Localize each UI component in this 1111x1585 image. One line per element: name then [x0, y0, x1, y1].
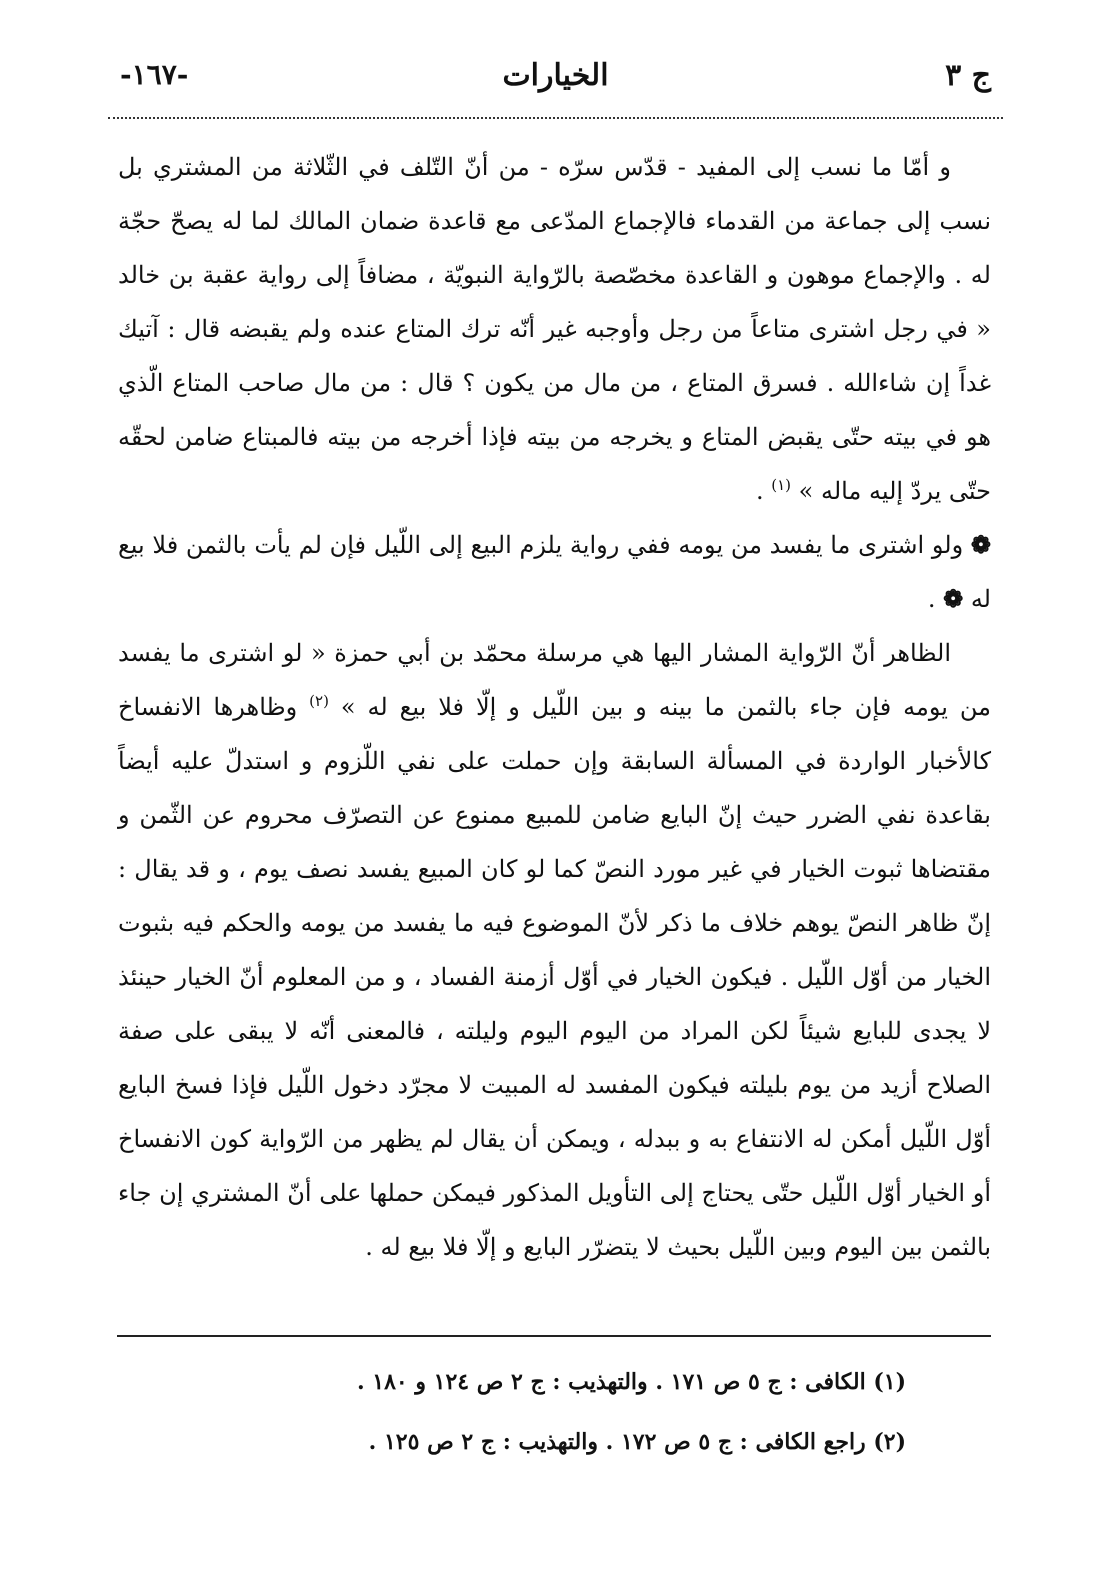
paragraph-3-text-a: الظاهر أنّ الرّواية المشار اليها هي مرسلة محمّد بن أبي حمزة « لو اشترى ما يفسد من يومه فإن جاء بالثمن ما بينه و بين اللّيل و إلّا فلا بيع له »	[118, 639, 991, 721]
paragraph-2	[118, 518, 991, 626]
paragraph-2-text: ولو اشترى ما يفسد من يومه ففي رواية يلزم البيع إلى اللّيل فإن لم يأت بالثمن فلا بيع له	[118, 531, 991, 613]
page-number: -١٦٧-	[120, 58, 189, 91]
footnote-1: (١) الكافى : ج ٥ ص ١٧١ . والتهذيب : ج ٢ ص ١٢٤ و ١٨٠ .	[356, 1369, 906, 1395]
footnote-divider	[117, 1335, 991, 1337]
paragraph-3	[118, 626, 991, 1274]
ornament-close-icon: ❁	[943, 584, 964, 613]
footnotes	[140, 1352, 906, 1472]
footnote-ref-2: (٢)	[309, 692, 329, 710]
paragraph-3-text-b: وظاهرها الانفساخ كالأخبار الواردة في المسألة السابقة وإن حملت على نفي اللّزوم و استدلّ عليه أيضاً بقاعدة نفي الضرر حيث إنّ البايع ضامن للمبيع ممنوع عن التصرّف محروم عن الثّمن و مقتضاها ثبوت الخيار في غير مورد النصّ كما لو كان المبيع يفسد نصف يوم ، و قد يقال : إنّ ظاهر النصّ يوهم خلاف ما ذكر لأنّ الموضوع فيه ما يفسد من يومه والحكم فيه بثبوت الخيار من أوّل اللّيل . فيكون الخيار في أوّل أزمنة الفساد ، و من المعلوم أنّ الخيار حينئذ لا يجدى للبايع شيئاً لكن المراد من اليوم اليوم وليلته ، فالمعنى أنّه لا يبقى على صفة الصلاح أزيد من يوم بليلته فيكون المفسد له المبيت لا مجرّد دخول اللّيل فإذا فسخ البايع أوّل اللّيل أمكن له الانتفاع به و ببدله ، ويمكن أن يقال لم يظهر من الرّواية كون الانفساخ أو الخيار أوّل اللّيل حتّى يحتاج إلى التأويل المذكور فيمكن حملها على أنّ المشتري إن جاء بالثمن بين اليوم وبين اللّيل بحيث لا يتضرّر البايع و إلّا فلا بيع له .	[118, 693, 992, 1261]
paragraph-2-end: .	[927, 585, 944, 613]
ornament-open-icon: ❁	[970, 530, 991, 559]
running-header	[120, 58, 991, 106]
paragraph-1-end: .	[755, 477, 772, 505]
paragraph-1-text: و أمّا ما نسب إلى المفيد - قدّس سرّه - من أنّ التّلف في الثّلاثة من المشتري بل نسب إلى جماعة من القدماء فالإجماع المدّعى مع قاعدة ضمان المالك لما له يصحّ حجّة له . والإجماع موهون و القاعدة مخصّصة بالرّواية النبويّة ، مضافاً إلى رواية عقبة بن خالد « في رجل اشترى متاعاً من رجل وأوجبه غير أنّه ترك المتاع عنده ولم يقبضه قال : آتيك غداً إن شاءالله . فسرق المتاع ، من مال من يكون ؟ قال : من مال صاحب المتاع الّذي هو في بيته حتّى يقبض المتاع و يخرجه من بيته فإذا أخرجه من بيته فالمبتاع ضامن لحقّه حتّى يردّ إليه ماله »	[118, 153, 991, 505]
header-divider	[108, 117, 1003, 119]
footnote-2: (٢) راجع الكافى : ج ٥ ص ١٧٢ . والتهذيب : ج ٢ ص ١٢٥ .	[368, 1429, 906, 1455]
paragraph-1	[118, 140, 991, 518]
main-text	[118, 140, 991, 1274]
footnote-ref-1: (١)	[771, 476, 792, 494]
volume-label: ج ٣	[945, 58, 991, 93]
chapter-title: الخيارات	[502, 58, 609, 93]
